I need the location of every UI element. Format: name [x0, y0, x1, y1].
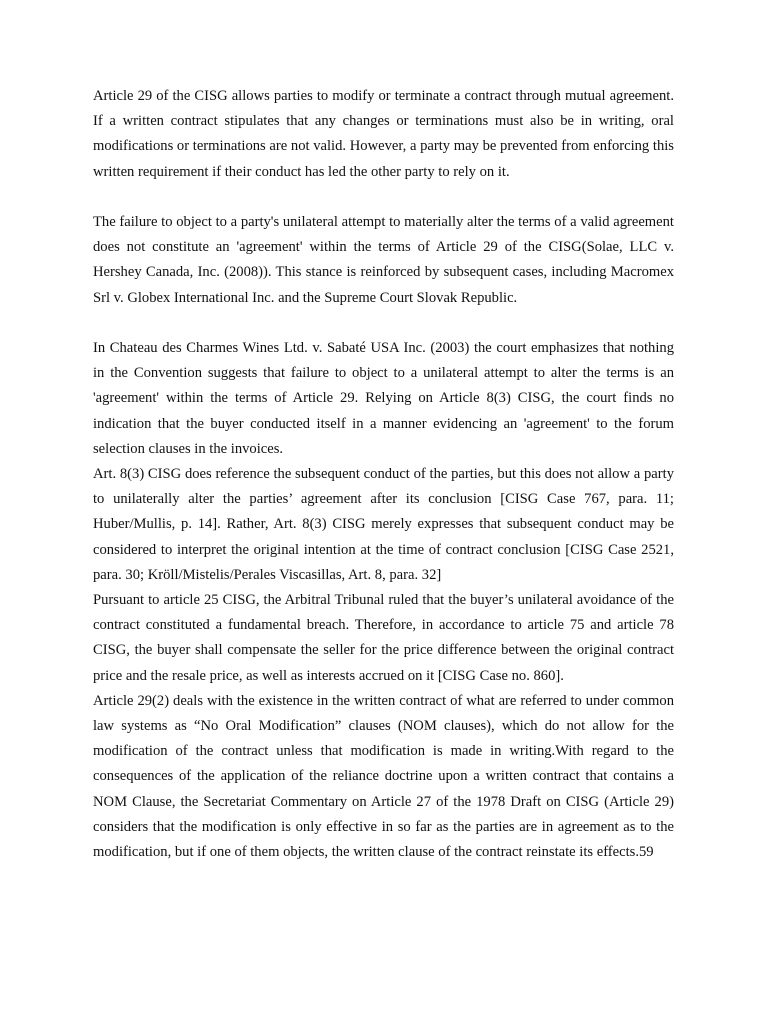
paragraph-chateau-des-charmes: In Chateau des Charmes Wines Ltd. v. Sabaté USA Inc. (2003) the court emphasizes that nothing in the Convention suggests that failure to object to a unilateral attempt to alter the terms is an 'agreement' within the terms of Article 29. Relying on Article 8(3) CISG, the court finds no indication that the buyer conducted itself in a manner evidencing an 'agreement' to the forum selection clauses in the invoices.: [93, 340, 674, 457]
paragraph-article-29-overview: Article 29 of the CISG allows parties to modify or terminate a contract through mutual agreement. If a written contract stipulates that any changes or terminations must also be in writing, oral modifications or terminations are not valid. However, a party may be prevented from enforcing this written requirement if their conduct has led the other party to rely on it.: [93, 88, 674, 180]
paragraph-failure-to-object: The failure to object to a party's unilateral attempt to materially alter the terms of a valid agreement does not constitute an 'agreement' within the terms of Article 29 of the CISG(Solae, LLC v. Hershey Canada, Inc. (2008)). This stance is reinforced by subsequent cases, including Macromex Srl v. Globex International Inc. and the Supreme Court Slovak Republic.: [93, 214, 674, 306]
document-page: [93, 84, 674, 865]
paragraph-art-8-3: Art. 8(3) CISG does reference the subsequent conduct of the parties, but this does not allow a party to unilaterally alter the parties’ agreement after its conclusion [CISG Case 767, para. 11; Huber/Mullis, p. 14]. Rather, Art. 8(3) CISG merely expresses that subsequent conduct may be considered to interpret the original intention at the time of contract conclusion [CISG Case 2521, para. 30; Kröll/Mistelis/Perales Viscasillas, Art. 8, para. 32]: [93, 466, 674, 583]
paragraph-article-25: Pursuant to article 25 CISG, the Arbitral Tribunal ruled that the buyer’s unilateral avoidance of the contract constituted a fundamental breach. Therefore, in accordance to article 75 and article 78 CISG, the buyer shall compensate the seller for the price difference between the original contract price and the resale price, as well as interests accrued on it [CISG Case no. 860].: [93, 592, 674, 684]
paragraph-article-29-2-nom: Article 29(2) deals with the existence in the written contract of what are referred to under common law systems as “No Oral Modification” clauses (NOM clauses), which do not allow for the modification of the contract unless that modification is made in writing.With regard to the consequences of the application of the reliance doctrine upon a written contract that contains a NOM Clause, the Secretariat Commentary on Article 27 of the 1978 Draft on CISG (Article 29) considers that the modification is only effective in so far as the parties are in agreement as to the modification, but if one of them objects, the written clause of the contract reinstate its effects.59: [93, 692, 674, 861]
